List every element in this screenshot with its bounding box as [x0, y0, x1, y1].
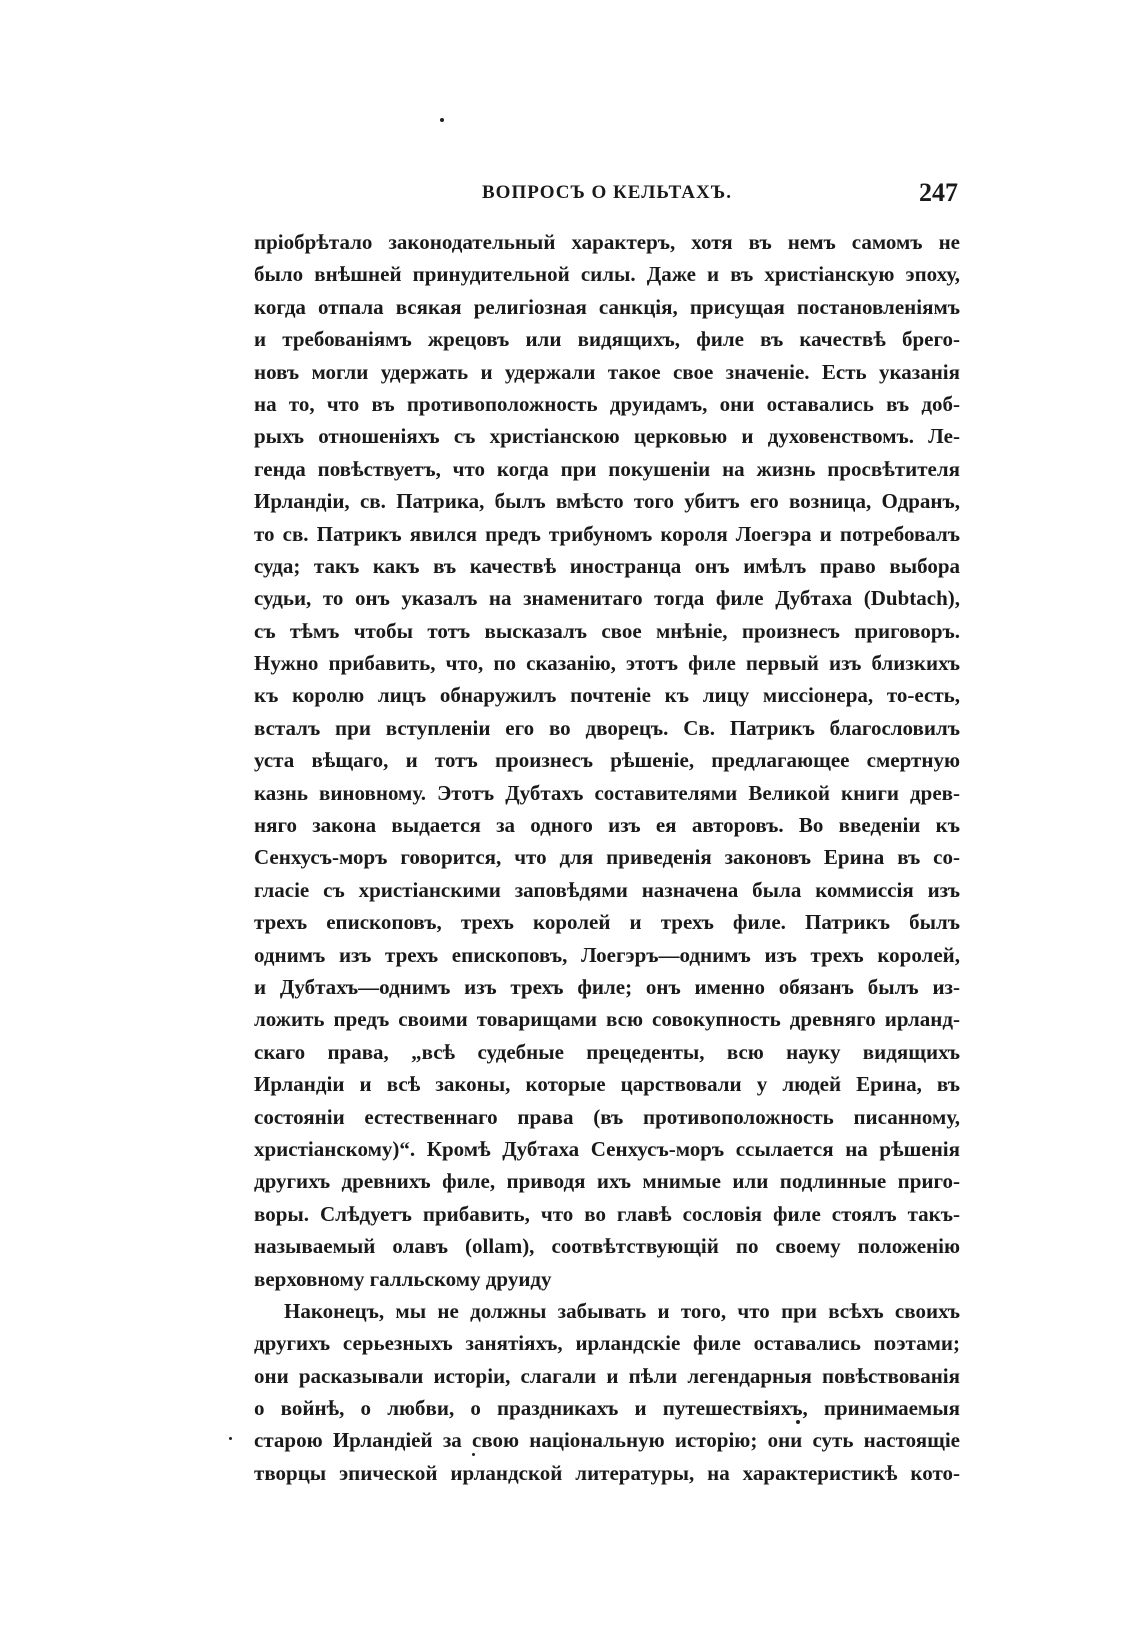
text-line: и Дубтахъ—однимъ изъ трехъ филе; онъ именно обязанъ былъ из-	[254, 974, 960, 999]
page-header	[258, 178, 958, 212]
text-line: къ королю лицъ обнаружилъ почтеніе къ лицу миссіонера, то-есть,	[254, 683, 960, 708]
text-line: называемый олавъ (ollam), соотвѣтствующій по своему положенію	[254, 1234, 960, 1259]
text-line: Ирландіи, св. Патрика, былъ вмѣсто того убитъ его возница, Одранъ,	[254, 489, 960, 514]
text-line: пріобрѣтало законодательный характеръ, хотя въ немъ самомъ не	[254, 230, 960, 254]
text-line: Ирландіи и всѣ законы, которые царствовали у людей Ерина, въ	[254, 1072, 960, 1097]
text-line: было внѣшней принудительной силы. Даже и въ христіанскую эпоху,	[254, 262, 960, 287]
text-line: другихъ серьезныхъ занятіяхъ, ирландскіе филе оставались поэтами;	[254, 1331, 960, 1356]
running-title: ВОПРОСЪ О КЕЛЬТАХЪ.	[482, 182, 732, 203]
scan-speck	[440, 118, 444, 122]
text-line: трехъ епископовъ, трехъ королей и трехъ филе. Патрикъ былъ	[254, 910, 960, 935]
text-line: состояніи естественнаго права (въ противоположность писанному,	[254, 1104, 960, 1129]
text-line: ложить предъ своими товарищами всю совокупность древняго ирланд-	[254, 1007, 960, 1032]
text-line: на то, что въ противоположность друидамъ, они оставались въ доб-	[254, 391, 960, 416]
text-line: суда; такъ какъ въ качествѣ иностранца онъ имѣлъ право выбора	[254, 553, 960, 578]
body-text	[254, 226, 960, 1489]
text-line: всталъ при вступленіи его во дворецъ. Св. Патрикъ благословилъ	[254, 715, 960, 740]
page-number: 247	[919, 178, 958, 207]
text-line: няго закона выдается за одного изъ ея авторовъ. Во введеніи къ	[254, 813, 960, 838]
text-line: однимъ изъ трехъ епископовъ, Лоегэръ—однимъ изъ трехъ королей,	[254, 942, 960, 967]
paragraph-start-line: Наконецъ, мы не должны забывать и того, что при всѣхъ своихъ	[284, 1298, 960, 1323]
paragraph-end-line: верховному галльскому друиду	[254, 1266, 552, 1291]
text-line: старою Ирландіей за свою національную исторію; они суть настоящіе	[254, 1428, 960, 1453]
text-line: новъ могли удержать и удержали такое свое значеніе. Есть указанія	[254, 359, 960, 384]
text-line: то св. Патрикъ явился предъ трибуномъ короля Лоегэра и потребовалъ	[254, 521, 960, 546]
text-line: скаго права, „всѣ судебные прецеденты, всю науку видящихъ	[254, 1039, 960, 1064]
text-line: и требованіямъ жрецовъ или видящихъ, филе въ качествѣ брего-	[254, 327, 960, 352]
text-line: христіанскому)“. Кромѣ Дубтаха Сенхусъ-моръ ссылается на рѣшенія	[254, 1136, 960, 1161]
text-line: судьи, то онъ указалъ на знаменитаго тогда филе Дубтаха (Dubtach),	[254, 586, 960, 611]
text-line: рыхъ отношеніяхъ съ христіанскою церковью и духовенствомъ. Ле-	[254, 424, 960, 449]
text-line: съ тѣмъ чтобы тотъ высказалъ свое мнѣніе, произнесъ приговоръ.	[254, 618, 960, 643]
text-line: Нужно прибавить, что, по сказанію, этотъ филе первый изъ близкихъ	[254, 651, 960, 676]
text-line: генда повѣствуетъ, что когда при покушеніи на жизнь просвѣтителя	[254, 456, 960, 481]
text-line: они расказывали исторіи, слагали и пѣли легендарныя повѣствованія	[254, 1363, 960, 1388]
text-line: воры. Слѣдуетъ прибавить, что во главѣ сословія филе стоялъ такъ-	[254, 1201, 960, 1226]
scan-speck	[229, 1437, 232, 1440]
text-line: о войнѣ, о любви, о праздникахъ и путешествіяхъ, принимаемыя	[254, 1396, 960, 1421]
text-line: Сенхусъ-моръ говорится, что для приведенія законовъ Ерина въ со-	[254, 845, 960, 870]
text-line: творцы эпической ирландской литературы, на характеристикѣ кото-	[254, 1460, 960, 1485]
text-line: уста вѣщаго, и тотъ произнесъ рѣшеніе, предлагающее смертную	[254, 748, 960, 773]
text-line: гласіе съ христіанскими заповѣдями назначена была коммиссія изъ	[254, 877, 960, 902]
text-line: казнь виновному. Этотъ Дубтахъ составителями Великой книги древ-	[254, 780, 960, 805]
text-line: другихъ древнихъ филе, приводя ихъ мнимые или подлинные приго-	[254, 1169, 960, 1194]
text-line: когда отпала всякая религіозная санкція, присущая постановленіямъ	[254, 294, 960, 319]
